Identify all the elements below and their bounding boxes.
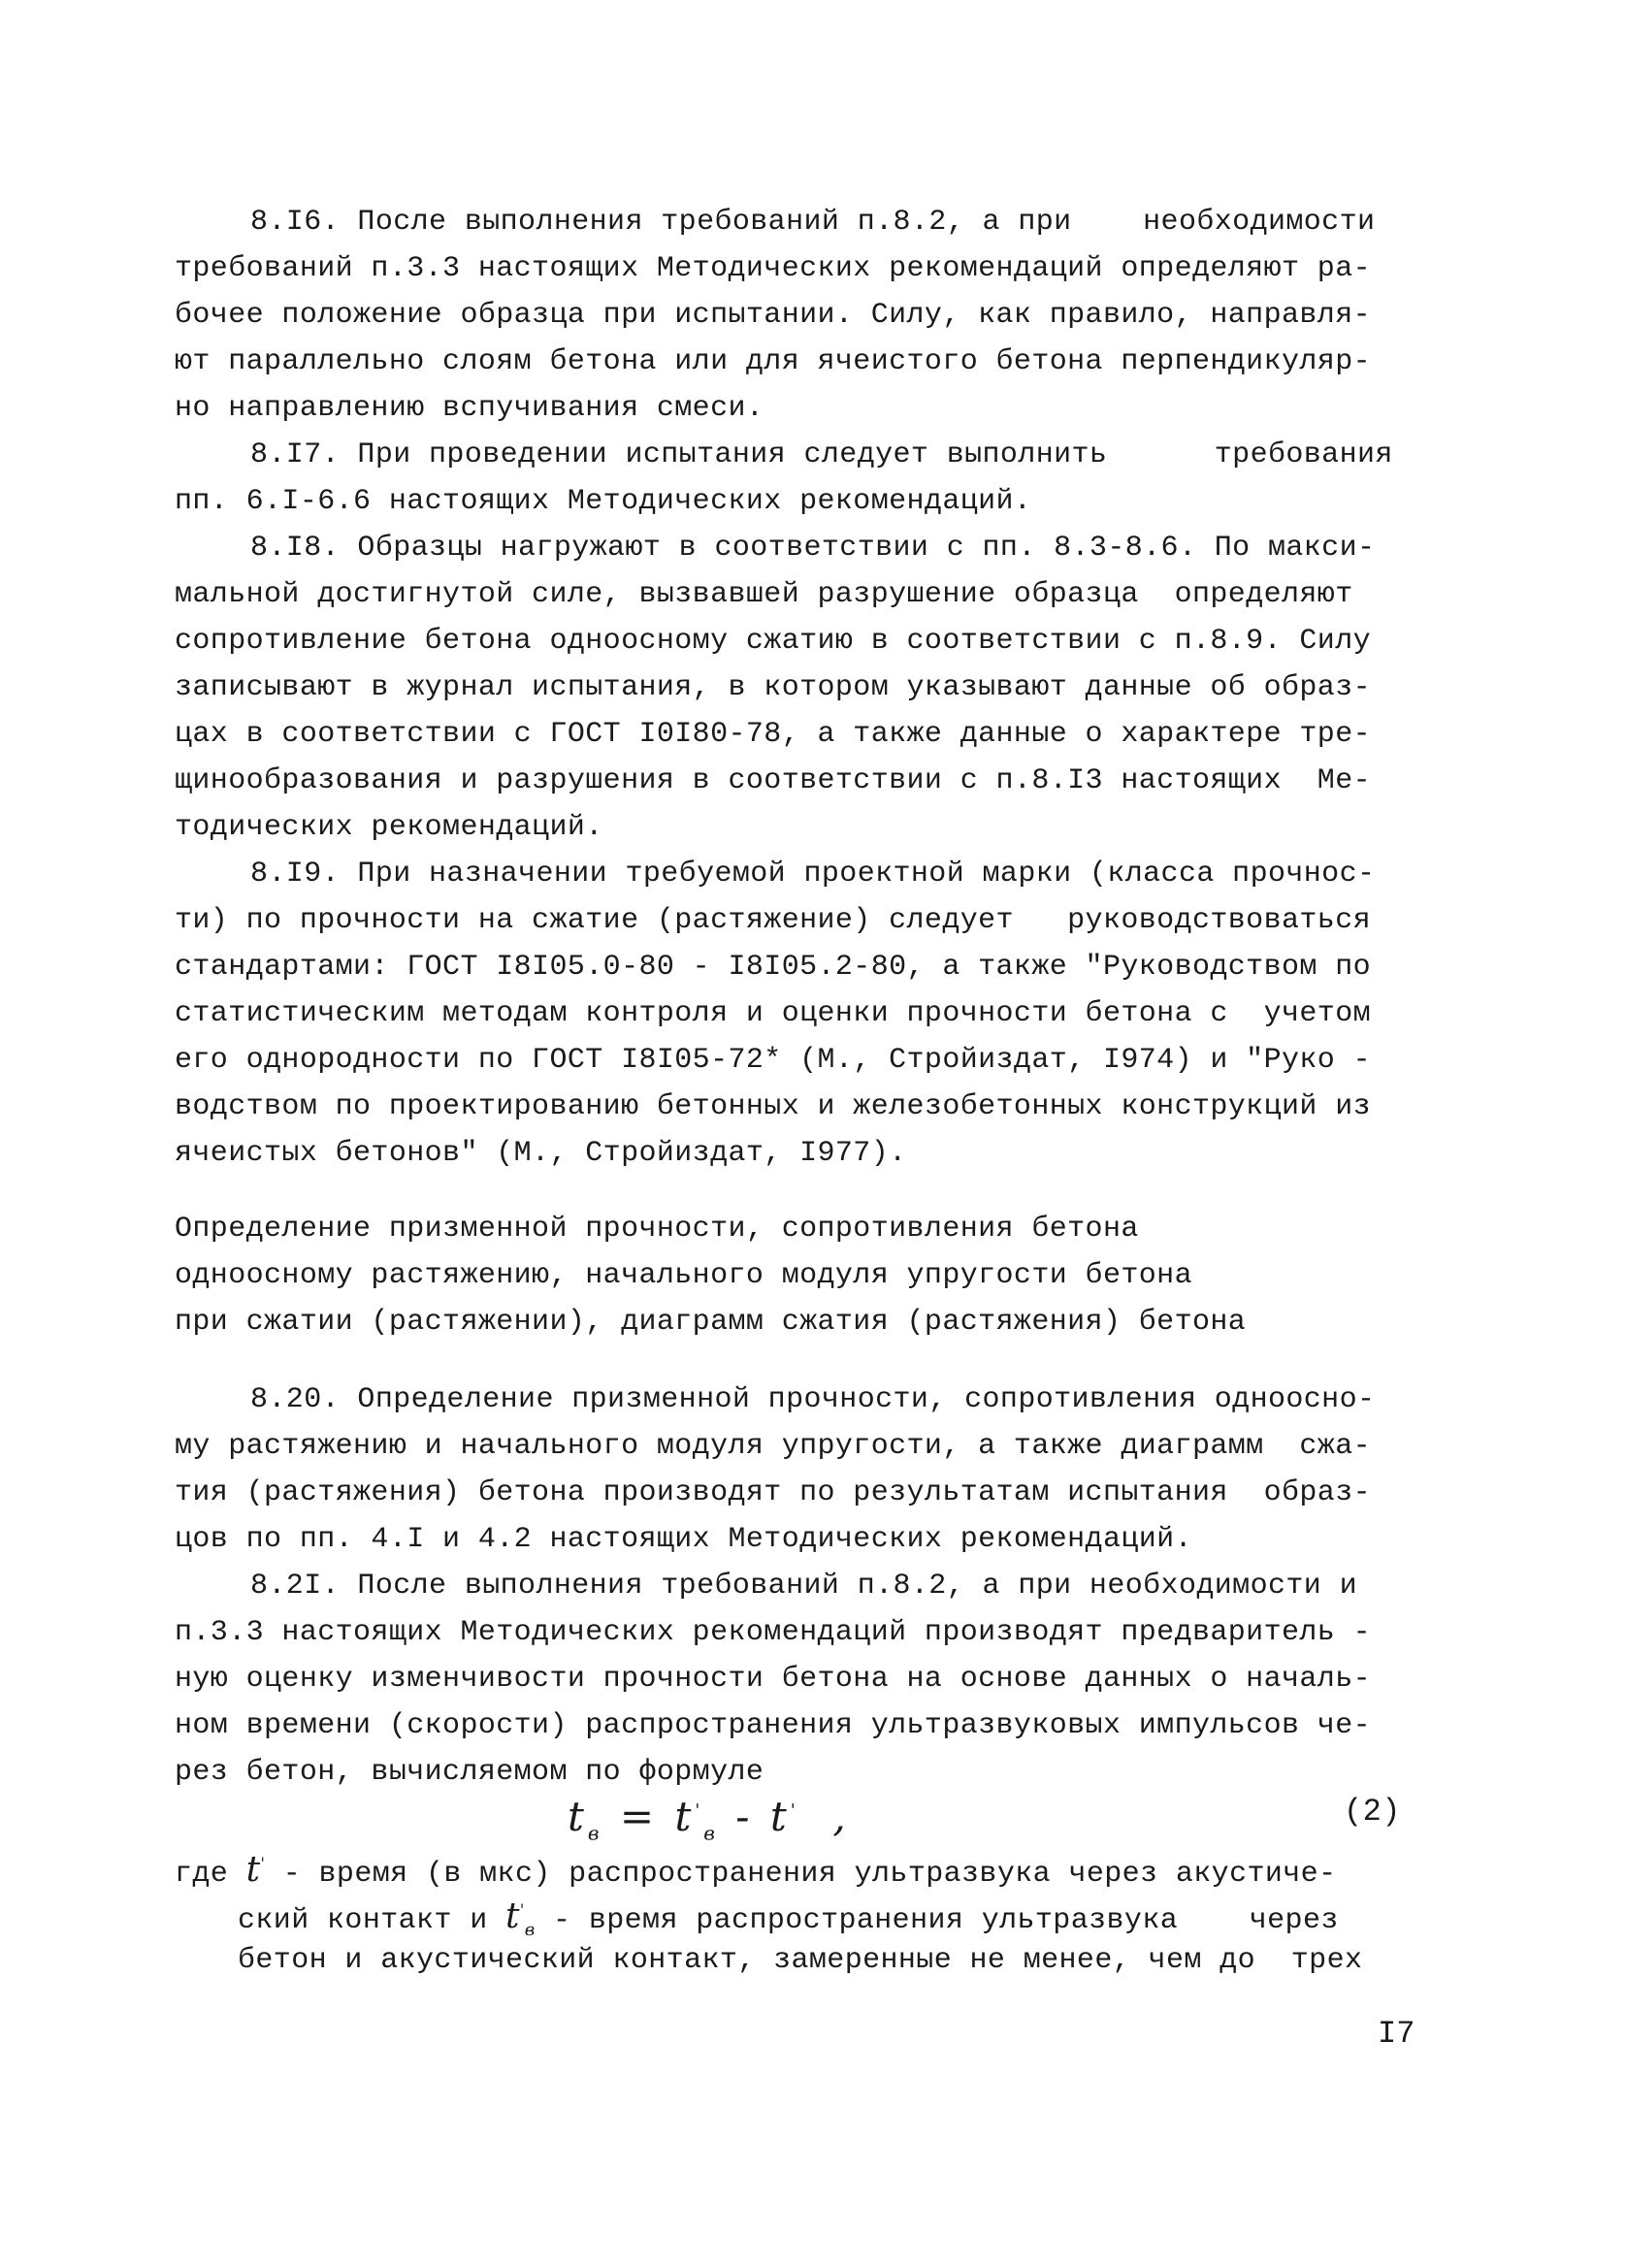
where-clause-line — [175, 1850, 1337, 1891]
paragraph-8-18-line: мальной достигнутой силе, вызвавшей разрушение образца определяют — [175, 578, 1353, 611]
where-text: ский контакт и — [238, 1904, 506, 1937]
where-clause-line: бетон и акустический контакт, замеренные не менее, чем до трех — [238, 1944, 1363, 1977]
paragraph-8-20-line: 8.20. Определение призменной прочности, сопротивления одноосно- — [250, 1383, 1376, 1416]
paragraph-8-18-line: тодических рекомендаций. — [175, 811, 603, 844]
paragraph-8-20-line: тия (растяжения) бетона производят по результатам испытания образ- — [175, 1476, 1371, 1509]
paragraph-8-19-line: ячеистых бетонов" (М., Стройиздат, I977). — [175, 1137, 907, 1170]
variable-subscript: в — [524, 1920, 536, 1941]
variable-prime: ' — [260, 1854, 266, 1872]
formula-minus: - — [735, 1793, 754, 1840]
paragraph-8-20-line: цов по пп. 4.I и 4.2 настоящих Методических рекомендаций. — [175, 1523, 1192, 1556]
paragraph-8-19-line: водством по проектированию бетонных и железобетонных конструкций из — [175, 1090, 1371, 1123]
paragraph-8-18-line: 8.I8. Образцы нагружают в соответствии с пп. 8.3-8.6. По макси- — [250, 532, 1376, 565]
where-text: - время распространения ультразвука через — [535, 1904, 1339, 1937]
formula-term1: t — [674, 1793, 696, 1840]
where-text: - время (в мкс) распространения ультразвука через акустиче- — [265, 1858, 1337, 1891]
paragraph-8-19-line: статистическим методам контроля и оценки прочности бетона с учетом — [175, 997, 1371, 1030]
paragraph-8-21-line: рез бетон, вычисляемом по формуле — [175, 1756, 764, 1789]
equation-number: (2) — [1344, 1794, 1401, 1830]
paragraph-8-17-line: 8.I7. При проведении испытания следует выполнить требования — [250, 438, 1393, 471]
section-heading-line: Определение призменной прочности, сопротивления бетона — [175, 1213, 1139, 1246]
paragraph-8-19-line: стандартами: ГОСТ I8I05.0-80 - I8I05.2-80, а также "Руководством по — [175, 951, 1371, 984]
formula-comma: , — [832, 1793, 850, 1840]
formula-equals: = — [619, 1793, 659, 1840]
paragraph-8-18-line: сопротивление бетона одноосному сжатию в соответствии с п.8.9. Силу — [175, 625, 1371, 658]
variable-t: t — [245, 1850, 261, 1890]
paragraph-8-19-line: ти) по прочности на сжатие (растяжение) следует руководствоваться — [175, 904, 1371, 937]
formula-2 — [568, 1793, 850, 1844]
formula-lhs: t — [568, 1793, 588, 1840]
formula-term2-prime: ' — [790, 1800, 799, 1821]
paragraph-8-18-line: записывают в журнал испытания, в котором указывают данные об образ- — [175, 671, 1371, 704]
formula-lhs-subscript: в — [587, 1821, 603, 1845]
formula-term1-prime: ' — [695, 1800, 704, 1821]
paragraph-8-18-line: щинообразования и разрушения в соответствии с п.8.I3 настоящих Ме- — [175, 764, 1371, 797]
variable-t: t — [505, 1896, 520, 1936]
paragraph-8-16-line: требований п.3.3 настоящих Методических рекомендаций определяют ра- — [175, 252, 1371, 285]
where-clause-line — [238, 1896, 1339, 1941]
paragraph-8-19-line: 8.I9. При назначении требуемой проектной марки (класса прочнос- — [250, 858, 1376, 891]
variable-t-prime-b — [505, 1896, 536, 1941]
variable-prime: ' — [519, 1900, 525, 1919]
paragraph-8-21-line: ную оценку изменчивости прочности бетона на основе данных о началь- — [175, 1663, 1371, 1696]
paragraph-8-21-line: 8.2I. После выполнения требований п.8.2, а при необходимости и — [250, 1570, 1357, 1603]
paragraph-8-16-line: 8.I6. После выполнения требований п.8.2, а при необходимости — [250, 206, 1376, 239]
paragraph-8-19-line: его однородности по ГОСТ I8I05-72* (М., Стройиздат, I974) и "Руко - — [175, 1044, 1371, 1077]
paragraph-8-17-line: пп. 6.I-6.6 настоящих Методических рекомендаций. — [175, 485, 1032, 518]
paragraph-8-21-line: п.3.3 настоящих Методических рекомендаций производят предваритель - — [175, 1616, 1371, 1649]
formula-term2: t — [769, 1793, 791, 1840]
paragraph-8-16-line: ют параллельно слоям бетона или для ячеистого бетона перпендикуляр- — [175, 345, 1371, 378]
section-heading-line: одноосному растяжению, начального модуля упругости бетона — [175, 1259, 1192, 1292]
paragraph-8-16-line: но направлению вспучивания смеси. — [175, 392, 764, 425]
paragraph-8-21-line: ном времени (скорости) распространения ультразвуковых импульсов че- — [175, 1709, 1371, 1742]
paragraph-8-18-line: цах в соответствии с ГОСТ I0I80-78, а также данные о характере тре- — [175, 718, 1371, 751]
paragraph-8-16-line: бочее положение образца при испытании. Силу, как правило, направля- — [175, 299, 1371, 332]
page-number: I7 — [1378, 2016, 1415, 2052]
section-heading-line: при сжатии (растяжении), диаграмм сжатия (растяжения) бетона — [175, 1306, 1247, 1339]
variable-t-prime — [246, 1850, 266, 1890]
paragraph-8-20-line: му растяжению и начального модуля упругости, а также диаграмм сжа- — [175, 1430, 1371, 1463]
where-word: где — [175, 1858, 246, 1891]
formula-term1-subscript: в — [703, 1821, 719, 1845]
